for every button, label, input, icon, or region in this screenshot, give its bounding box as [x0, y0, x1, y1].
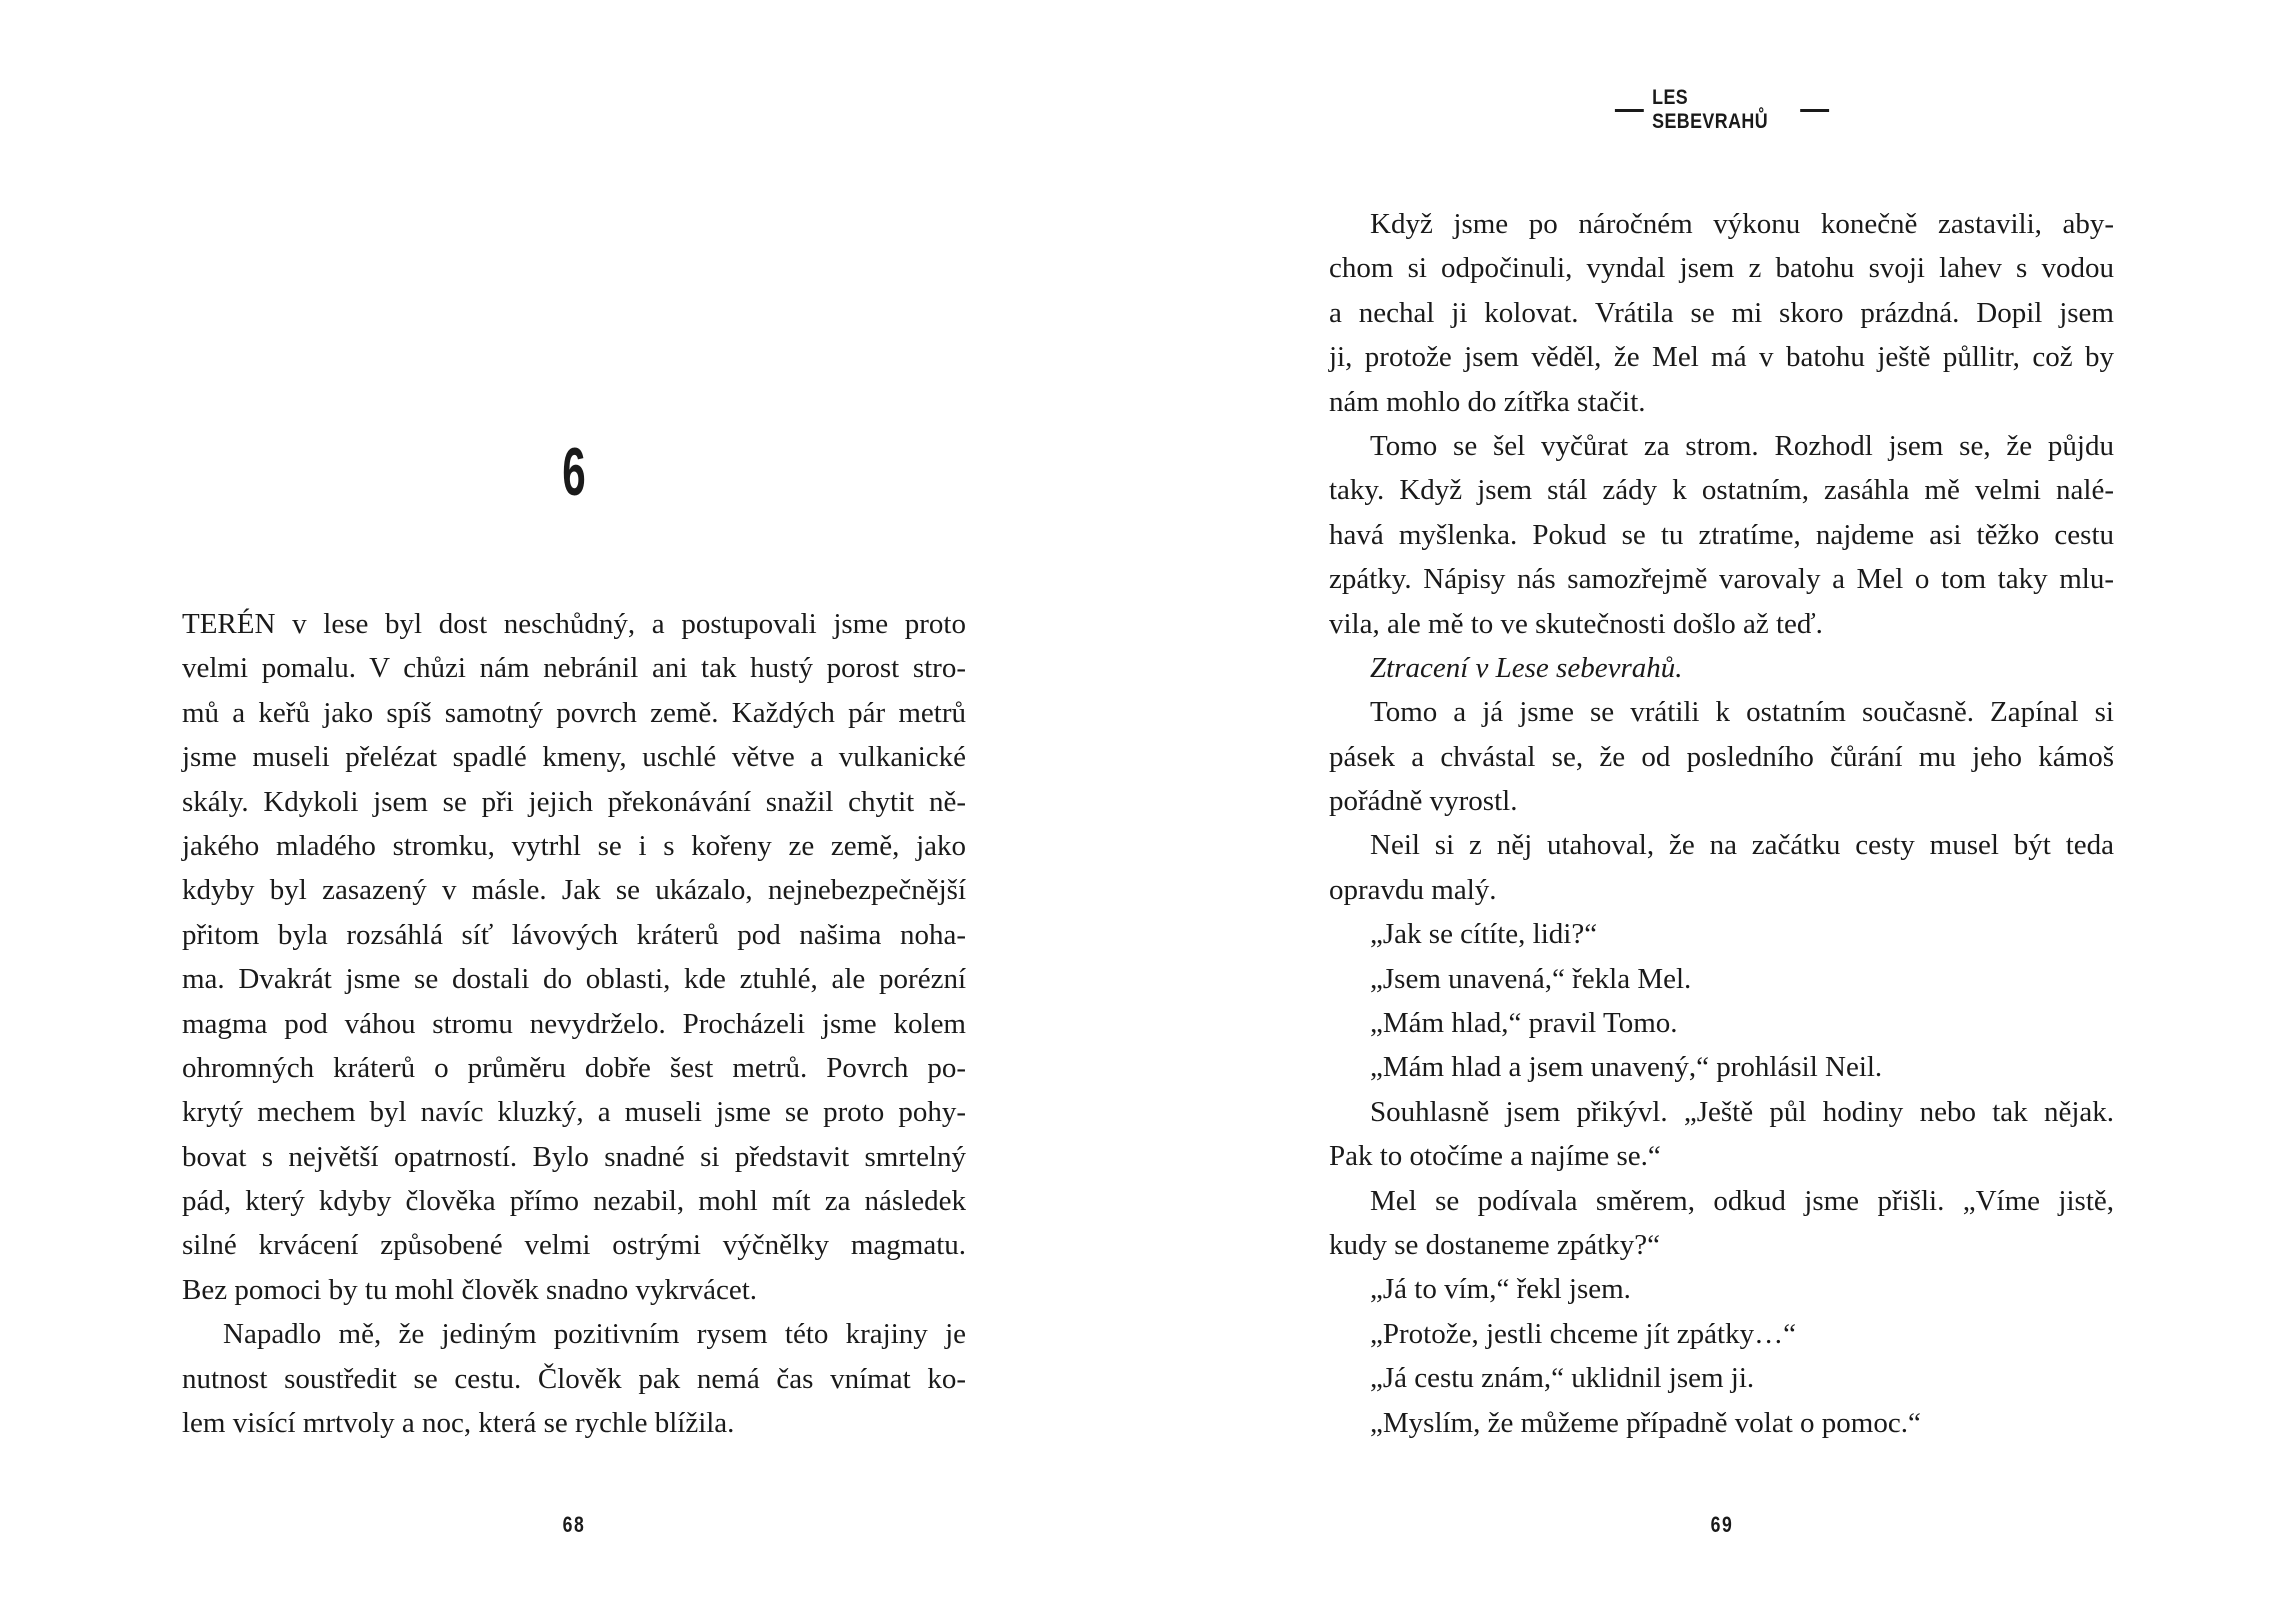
- header-rule-right: [1800, 109, 1829, 112]
- text-line: „Mám hlad a jsem unavený,“ prohlásil Neil.: [1370, 1051, 1883, 1084]
- text-line: kdyby byl zasazený v másle. Jak se ukázalo, nejnebezpečnější: [182, 874, 966, 907]
- paragraph: [1329, 690, 2114, 823]
- running-header: [1615, 86, 1829, 133]
- text-line: Ztracení v Lese sebevrahů.: [1370, 651, 1683, 684]
- text-line: opravdu malý.: [1329, 873, 1497, 906]
- paragraph: [1329, 424, 2114, 646]
- text-line: chom si odpočinuli, vyndal jsem z batohu svoji lahev s vodou: [1329, 252, 2114, 285]
- paragraph: [1329, 1045, 2114, 1089]
- text-line: mů a keřů jako spíš samotný povrch země. Každých pár metrů: [182, 696, 966, 729]
- paragraph: [1329, 1356, 2114, 1400]
- page-number-left: 68: [562, 1512, 586, 1537]
- running-title: LES SEBEVRAHŮ: [1652, 86, 1769, 133]
- header-rule-left: [1615, 109, 1644, 112]
- text-line: skály. Kdykoli jsem se při jejich překonávání snažil chytit ně-: [182, 785, 966, 818]
- text-line: Neil si z něj utahoval, že na začátku cesty musel být teda: [1370, 829, 2114, 862]
- right-page-text: [1329, 202, 2114, 1445]
- text-line: magma pod váhou stromu nevydrželo. Procházeli jsme kolem: [182, 1007, 966, 1040]
- text-line: taky. Když jsem stál zády k ostatním, zasáhla mě velmi nalé-: [1329, 474, 2114, 507]
- text-line: havá myšlenka. Pokud se tu ztratíme, najdeme asi těžko cestu: [1329, 518, 2114, 551]
- text-line: kudy se dostaneme zpátky?“: [1329, 1228, 1660, 1261]
- text-line: velmi pomalu. V chůzi nám nebránil ani tak hustý porost stro-: [182, 652, 966, 685]
- paragraph: [182, 1312, 966, 1445]
- text-line: jakého mladého stromku, vytrhl se i s kořeny ze země, jako: [182, 829, 966, 862]
- chapter-number: 6: [562, 434, 586, 510]
- text-line: Napadlo mě, že jediným pozitivním rysem této krajiny je: [223, 1318, 966, 1351]
- paragraph: [1329, 1090, 2114, 1179]
- text-line: bovat s největší opatrností. Bylo snadné si představit smrtelný: [182, 1140, 966, 1173]
- text-line: „Protože, jestli chceme jít zpátky…“: [1370, 1317, 1796, 1350]
- text-line: ohromných kráterů o průměru dobře šest metrů. Povrch po-: [182, 1051, 966, 1084]
- text-line: „Jak se cítíte, lidi?“: [1370, 918, 1598, 951]
- text-line: jsme museli přelézat spadlé kmeny, uschlé větve a vulkanické: [182, 741, 966, 774]
- left-page-text: [182, 602, 966, 1445]
- paragraph: [1329, 912, 2114, 956]
- text-line: silné krvácení způsobené velmi ostrými výčnělky magmatu.: [182, 1229, 966, 1262]
- paragraph: [1329, 1267, 2114, 1311]
- text-line: ma. Dvakrát jsme se dostali do oblasti, kde ztuhlé, ale porézní: [182, 963, 966, 996]
- text-line: „Myslím, že můžeme případně volat o pomoc.“: [1370, 1406, 1921, 1439]
- text-line: „Já cestu znám,“ uklidnil jsem ji.: [1370, 1362, 1755, 1395]
- paragraph: [1329, 646, 2114, 690]
- text-line: Tomo se šel vyčůrat za strom. Rozhodl jsem se, že půjdu: [1370, 429, 2114, 462]
- paragraph: [1329, 1001, 2114, 1045]
- text-line: Souhlasně jsem přikývl. „Ještě půl hodiny nebo tak nějak.: [1370, 1095, 2114, 1128]
- text-line: „Mám hlad,“ pravil Tomo.: [1370, 1007, 1678, 1040]
- text-line: ji, protože jsem věděl, že Mel má v batohu ještě půllitr, což by: [1329, 341, 2114, 374]
- text-line: Bez pomoci by tu mohl člověk snadno vykrvácet.: [182, 1273, 758, 1306]
- text-line: Tomo a já jsme se vrátili k ostatním současně. Zapínal si: [1370, 696, 2114, 729]
- text-line: přitom byla rozsáhlá síť lávových kráterů pod našima noha-: [182, 918, 966, 951]
- paragraph: [1329, 1401, 2114, 1445]
- text-line: nutnost soustředit se cestu. Člověk pak nemá čas vnímat ko-: [182, 1362, 966, 1395]
- text-line: zpátky. Nápisy nás samozřejmě varovaly a Mel o tom taky mlu-: [1329, 563, 2114, 596]
- text-line: „Jsem unavená,“ řekla Mel.: [1370, 962, 1692, 995]
- paragraph: [1329, 823, 2114, 912]
- text-line: Mel se podívala směrem, odkud jsme přišli. „Víme jistě,: [1370, 1184, 2114, 1217]
- text-line: Pak to otočíme a najíme se.“: [1329, 1140, 1661, 1173]
- text-line: a nechal ji kolovat. Vrátila se mi skoro prázdná. Dopil jsem: [1329, 296, 2114, 329]
- paragraph: [1329, 1312, 2114, 1356]
- paragraph: [182, 602, 966, 1312]
- text-line: nám mohlo do zítřka stačit.: [1329, 385, 1646, 418]
- text-line: pád, který kdyby člověka přímo nezabil, mohl mít za následek: [182, 1185, 966, 1218]
- text-line: pásek a chvástal se, že od posledního čůrání mu jeho kámoš: [1329, 740, 2114, 773]
- paragraph: [1329, 957, 2114, 1001]
- paragraph: [1329, 1179, 2114, 1268]
- paragraph: [1329, 202, 2114, 424]
- text-line: lem visící mrtvoly a noc, která se rychle blížila.: [182, 1407, 735, 1440]
- text-line: Když jsme po náročném výkonu konečně zastavili, aby-: [1370, 208, 2114, 240]
- page-number-right: 69: [1710, 1512, 1734, 1537]
- text-line: „Já to vím,“ řekl jsem.: [1370, 1273, 1631, 1306]
- text-line: TERÉN v lese byl dost neschůdný, a postupovali jsme proto: [182, 608, 966, 640]
- text-line: vila, ale mě to ve skutečnosti došlo až teď.: [1329, 607, 1823, 640]
- text-line: krytý mechem byl navíc kluzký, a museli jsme se proto pohy-: [182, 1096, 966, 1129]
- text-line: pořádně vyrostl.: [1329, 785, 1518, 818]
